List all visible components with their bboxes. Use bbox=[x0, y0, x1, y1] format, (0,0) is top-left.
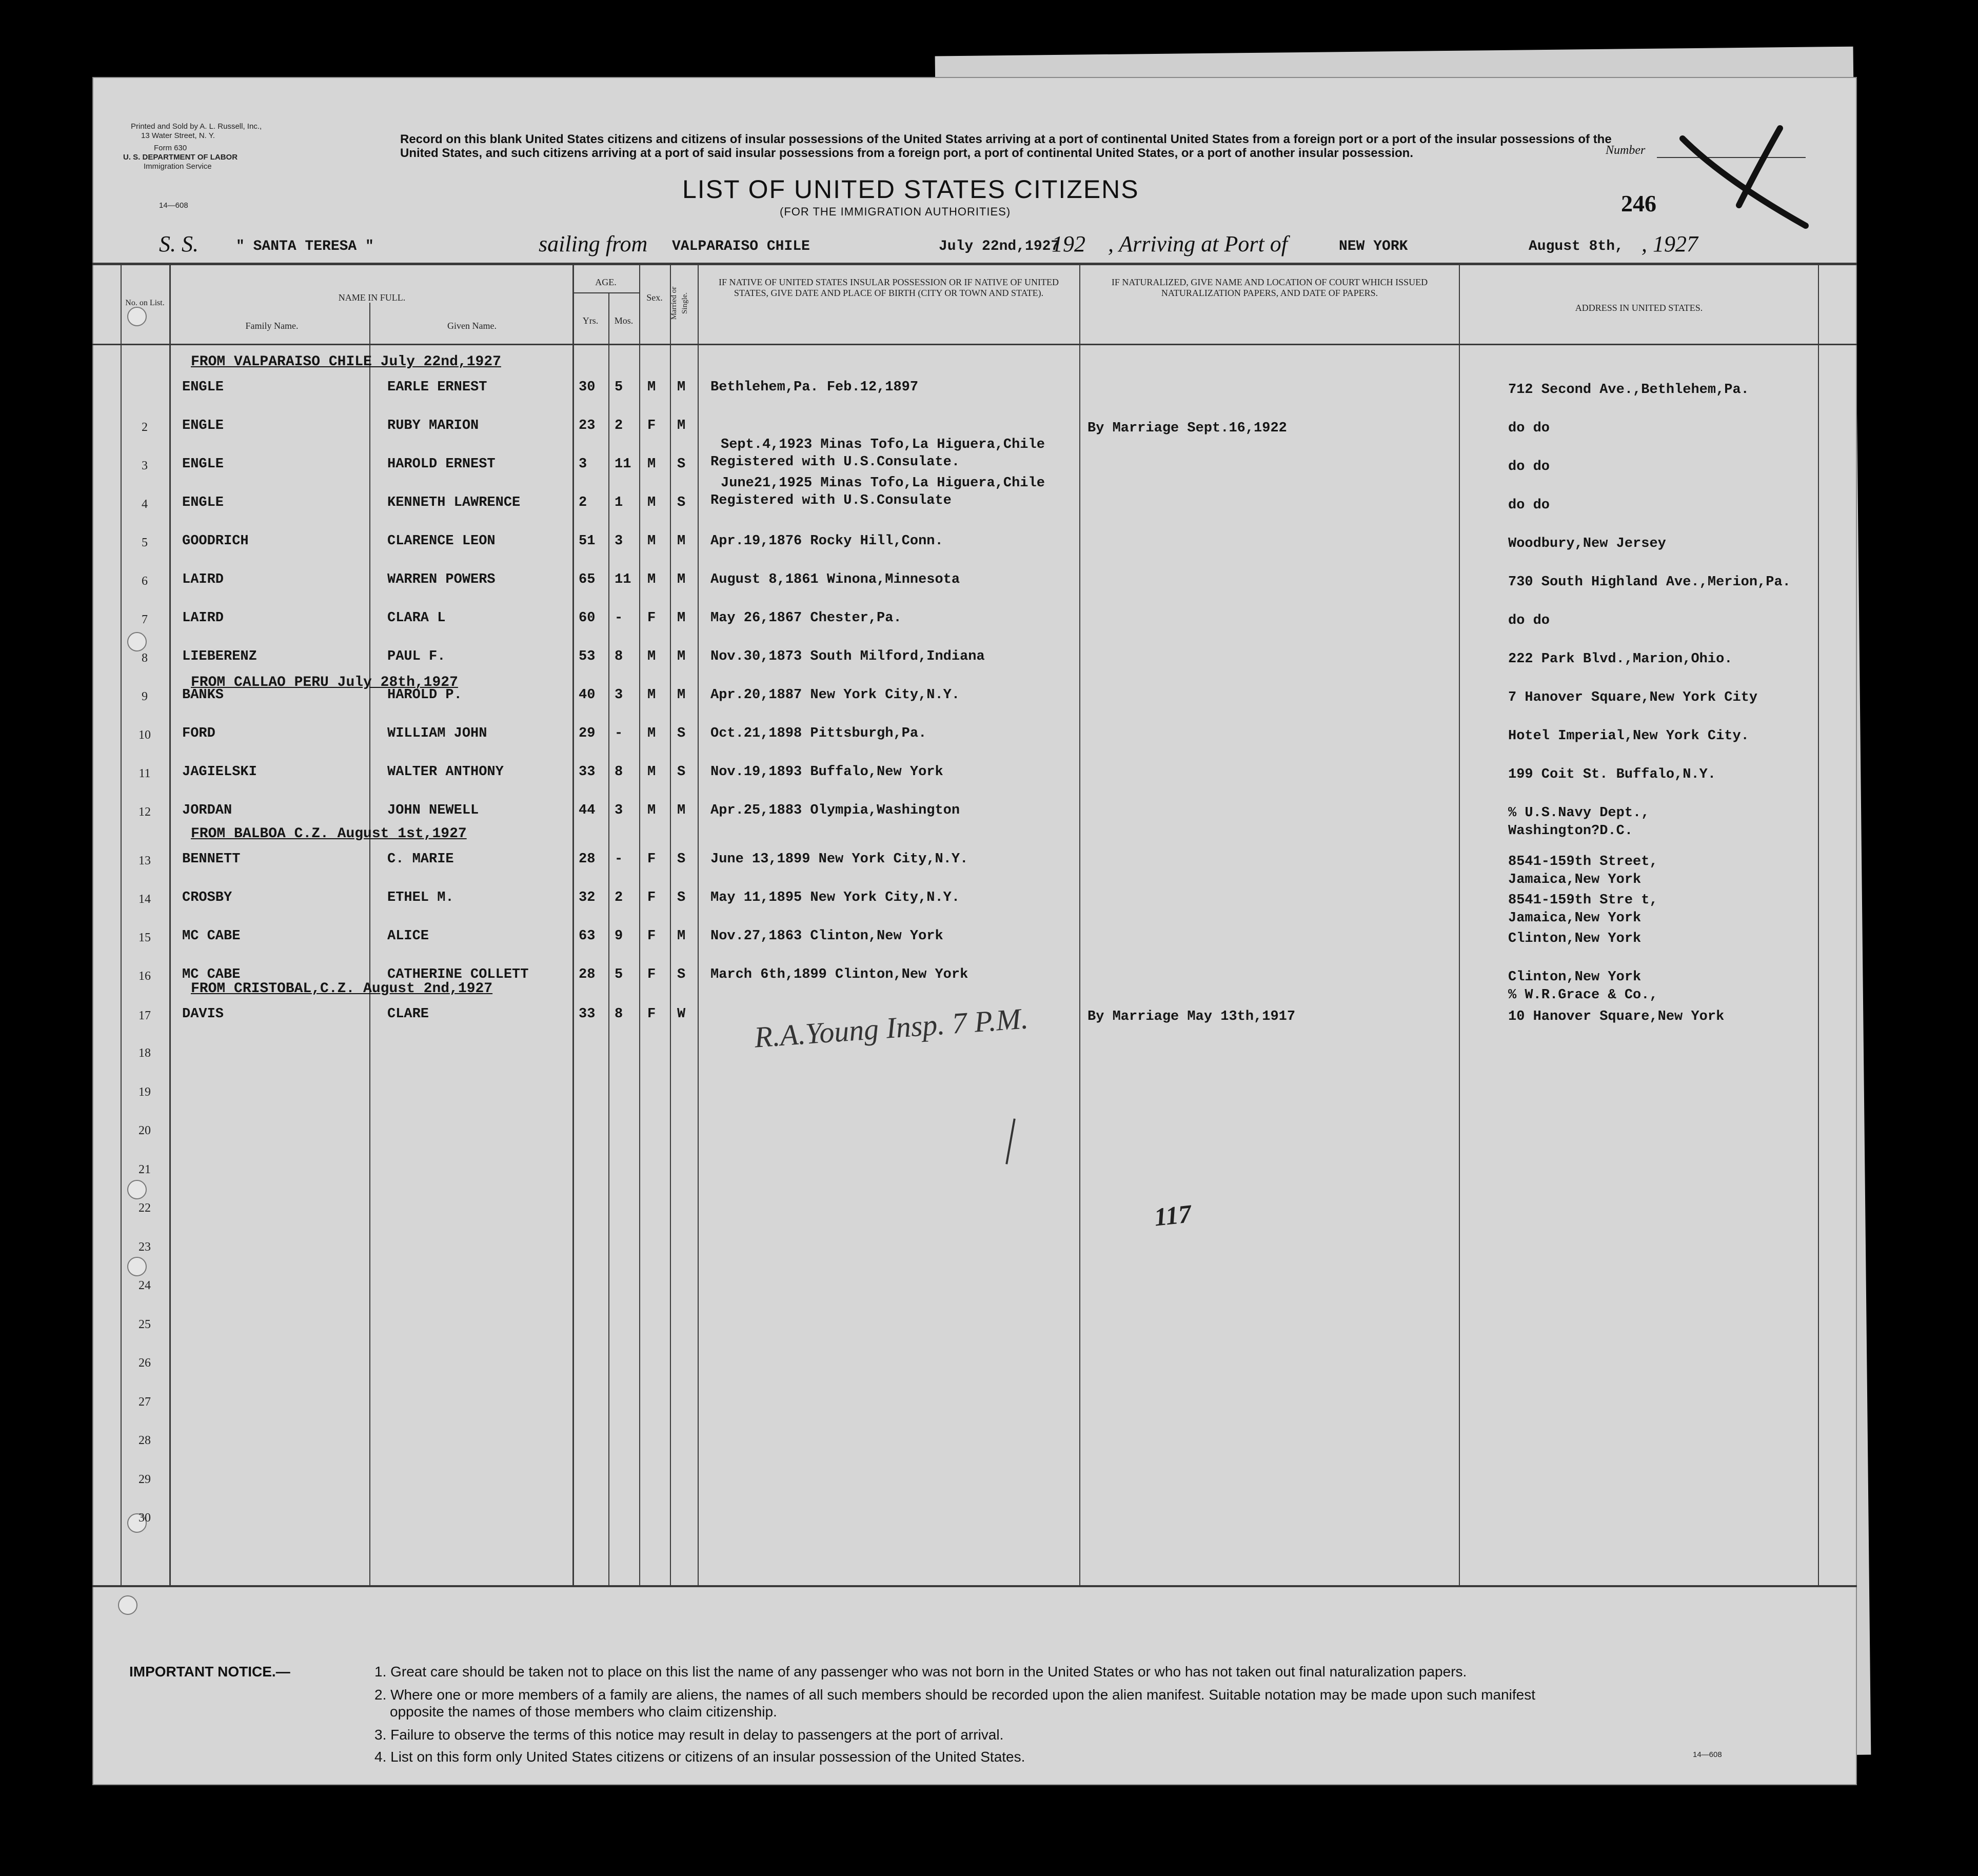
header-married: Married or Single. bbox=[670, 286, 689, 320]
marital-status: M bbox=[677, 572, 686, 587]
age-months: 11 bbox=[615, 457, 631, 472]
birth-date-place: June21,1925 Minas Tofo,La Higuera,Chile bbox=[721, 476, 1045, 491]
header-sex: Sex. bbox=[646, 292, 663, 303]
sex: M bbox=[647, 803, 656, 818]
punch-hole bbox=[118, 1595, 137, 1615]
address: Clinton,New York bbox=[1508, 970, 1641, 985]
col-rule bbox=[169, 263, 171, 1585]
birth-date-place: Nov.27,1863 Clinton,New York bbox=[710, 929, 943, 944]
printer-line-2: 13 Water Street, N. Y. bbox=[141, 131, 215, 140]
given-name: CLARE bbox=[387, 1006, 429, 1022]
sex: M bbox=[647, 380, 656, 395]
marital-status: M bbox=[677, 380, 686, 395]
row-number: 26 bbox=[139, 1356, 151, 1370]
given-name: CLARA L bbox=[387, 610, 446, 626]
sailing-label: sailing from bbox=[539, 231, 648, 256]
age-years: 60 bbox=[579, 610, 596, 626]
address: do do bbox=[1508, 459, 1550, 475]
marital-status: M bbox=[677, 803, 686, 818]
section-heading: FROM CRISTOBAL,C.Z. August 2nd,1927 bbox=[191, 981, 493, 997]
birth-date-place: May 11,1895 New York City,N.Y. bbox=[710, 890, 960, 905]
header-no: No. on List. bbox=[125, 299, 165, 307]
age-months: 8 bbox=[615, 764, 623, 780]
header-age: AGE. bbox=[595, 277, 617, 287]
col-rule bbox=[639, 263, 640, 1585]
age-years: 63 bbox=[579, 929, 596, 944]
birth-date-place: Oct.21,1898 Pittsburgh,Pa. bbox=[710, 726, 927, 741]
form-line-1: Form 630 bbox=[154, 144, 187, 152]
footer-code: 14—608 bbox=[1693, 1750, 1722, 1759]
row-number: 17 bbox=[139, 1009, 151, 1022]
row-number: 22 bbox=[139, 1201, 151, 1215]
row-number: 10 bbox=[139, 728, 151, 742]
marital-status: S bbox=[677, 852, 686, 867]
address-line-2: Jamaica,New York bbox=[1508, 872, 1641, 887]
address: 730 South Highland Ave.,Merion,Pa. bbox=[1508, 575, 1791, 590]
family-name: GOODRICH bbox=[182, 534, 249, 549]
col-rule bbox=[698, 263, 699, 1585]
birth-date-place: June 13,1899 New York City,N.Y. bbox=[710, 852, 968, 867]
header-mos: Mos. bbox=[614, 315, 634, 326]
address: 199 Coit St. Buffalo,N.Y. bbox=[1508, 767, 1716, 782]
birth-date-place: Apr.25,1883 Olympia,Washington bbox=[710, 803, 960, 818]
section-heading: FROM CALLAO PERU July 28th,1927 bbox=[191, 675, 458, 690]
family-name: BANKS bbox=[182, 687, 224, 703]
row-number: 6 bbox=[142, 575, 148, 588]
age-months: 11 bbox=[615, 572, 631, 587]
age-years: 32 bbox=[579, 890, 596, 905]
row-number: 5 bbox=[142, 536, 148, 549]
marital-status: S bbox=[677, 764, 686, 780]
sex: M bbox=[647, 534, 656, 549]
sailing-from: VALPARAISO CHILE bbox=[672, 239, 810, 254]
age-rule bbox=[572, 292, 639, 293]
form-line-3: Immigration Service bbox=[144, 162, 212, 171]
birth-date-place: Sept.4,1923 Minas Tofo,La Higuera,Chile bbox=[721, 437, 1045, 452]
address: Clinton,New York bbox=[1508, 931, 1641, 946]
sex: M bbox=[647, 572, 656, 587]
sex: M bbox=[647, 764, 656, 780]
given-name: CATHERINE COLLETT bbox=[387, 967, 529, 982]
header-address: ADDRESS IN UNITED STATES. bbox=[1575, 303, 1703, 313]
age-years: 33 bbox=[579, 1006, 596, 1022]
age-years: 53 bbox=[579, 649, 596, 664]
row-number: 19 bbox=[139, 1085, 151, 1099]
sex: M bbox=[647, 726, 656, 741]
address-line-2: % W.R.Grace & Co., bbox=[1508, 988, 1658, 1003]
address-line-2: Jamaica,New York bbox=[1508, 911, 1641, 926]
sex: F bbox=[647, 967, 656, 982]
age-years: 3 bbox=[579, 457, 587, 472]
row-number: 15 bbox=[139, 931, 151, 944]
birth-date-place: Nov.19,1893 Buffalo,New York bbox=[710, 764, 943, 780]
age-years: 40 bbox=[579, 687, 596, 703]
address: do do bbox=[1508, 421, 1550, 436]
family-name: CROSBY bbox=[182, 890, 232, 905]
sailing-date: July 22nd,1927 bbox=[939, 239, 1060, 254]
header-given: Given Name. bbox=[447, 321, 497, 331]
family-name: ENGLE bbox=[182, 495, 224, 510]
header-yrs: Yrs. bbox=[582, 315, 599, 326]
address: do do bbox=[1508, 498, 1550, 513]
row-number: 28 bbox=[139, 1434, 151, 1447]
col-rule bbox=[1818, 263, 1819, 1585]
sex: F bbox=[647, 890, 656, 905]
header-naturalized: IF NATURALIZED, GIVE NAME AND LOCATION OF COURT WHICH ISSUED NATURALIZATION PAPERS, AND DATE OF PAPERS. bbox=[1111, 277, 1428, 298]
row-number: 27 bbox=[139, 1395, 151, 1409]
given-name: WARREN POWERS bbox=[387, 572, 496, 587]
header-bottom-rule bbox=[92, 344, 1857, 345]
family-name: MC CABE bbox=[182, 929, 241, 944]
table-bottom-rule bbox=[92, 1585, 1857, 1587]
given-name: JOHN NEWELL bbox=[387, 803, 479, 818]
family-name: JORDAN bbox=[182, 803, 232, 818]
address: 7 Hanover Square,New York City bbox=[1508, 690, 1758, 705]
row-number: 13 bbox=[139, 854, 151, 867]
age-years: 51 bbox=[579, 534, 596, 549]
age-months: 3 bbox=[615, 803, 623, 818]
birth-date-place: March 6th,1899 Clinton,New York bbox=[710, 967, 968, 982]
given-name: HAROLD P. bbox=[387, 687, 462, 703]
notice-item-4: 4. List on this form only United States citizens or citizens of an insular possession of the United States. bbox=[374, 1749, 1025, 1765]
age-years: 28 bbox=[579, 852, 596, 867]
address: 712 Second Ave.,Bethlehem,Pa. bbox=[1508, 382, 1749, 398]
punch-hole bbox=[127, 1180, 147, 1199]
marital-status: S bbox=[677, 495, 686, 510]
marital-status: M bbox=[677, 610, 686, 626]
row-number: 25 bbox=[139, 1317, 151, 1331]
col-rule bbox=[670, 263, 671, 1585]
page-title: LIST OF UNITED STATES CITIZENS bbox=[682, 175, 1139, 204]
form-code: 14—608 bbox=[159, 201, 188, 210]
birth-date-place: August 8,1861 Winona,Minnesota bbox=[710, 572, 960, 587]
age-months: - bbox=[615, 852, 623, 867]
family-name: LAIRD bbox=[182, 610, 224, 626]
col-rule bbox=[369, 303, 370, 1585]
row-number: 18 bbox=[139, 1046, 151, 1060]
row-number: 30 bbox=[139, 1511, 151, 1525]
given-name: RUBY MARION bbox=[387, 418, 479, 433]
sex: F bbox=[647, 610, 656, 626]
address: 8541-159th Street, bbox=[1508, 854, 1658, 870]
age-months: - bbox=[615, 610, 623, 626]
notice-item-1: 1. Great care should be taken not to place on this list the name of any passenger who was not born in the United States or who has not taken out final naturalization papers. bbox=[374, 1664, 1467, 1680]
row-number: 14 bbox=[139, 893, 151, 906]
age-months: 8 bbox=[615, 649, 623, 664]
table-top-rule bbox=[92, 263, 1857, 265]
row-number: 4 bbox=[142, 498, 148, 511]
col-rule bbox=[608, 292, 609, 1585]
row-number: 23 bbox=[139, 1240, 151, 1254]
sex: M bbox=[647, 495, 656, 510]
given-name: ETHEL M. bbox=[387, 890, 454, 905]
age-years: 2 bbox=[579, 495, 587, 510]
address: 8541-159th Stre t, bbox=[1508, 893, 1658, 908]
row-number: 12 bbox=[139, 805, 151, 819]
marital-status: M bbox=[677, 929, 686, 944]
age-months: - bbox=[615, 726, 623, 741]
age-months: 9 bbox=[615, 929, 623, 944]
pen-stroke bbox=[1005, 1118, 1016, 1164]
col-rule bbox=[572, 263, 574, 1585]
marital-status: W bbox=[677, 1006, 686, 1022]
row-number: 24 bbox=[139, 1279, 151, 1292]
row-number: 16 bbox=[139, 970, 151, 983]
form-line-2: U. S. DEPARTMENT OF LABOR bbox=[123, 153, 238, 162]
notice-item-2: 2. Where one or more members of a family are aliens, the names of all such members should be recorded upon the alien manifest. Suitable notation may be made upon such manifest bbox=[374, 1687, 1535, 1703]
given-name: ALICE bbox=[387, 929, 429, 944]
age-months: 2 bbox=[615, 890, 623, 905]
check-mark-icon bbox=[1662, 118, 1816, 241]
manifest-page bbox=[92, 77, 1857, 1785]
sex: M bbox=[647, 457, 656, 472]
birth-note: Registered with U.S.Consulate. bbox=[710, 455, 960, 470]
marital-status: S bbox=[677, 457, 686, 472]
naturalization: By Marriage May 13th,1917 bbox=[1087, 1009, 1296, 1024]
given-name: WILLIAM JOHN bbox=[387, 726, 487, 741]
ship-name: " SANTA TERESA " bbox=[236, 239, 374, 254]
col-rule bbox=[1079, 263, 1080, 1585]
row-number: 21 bbox=[139, 1162, 151, 1176]
marital-status: S bbox=[677, 726, 686, 741]
notice-label: IMPORTANT NOTICE.— bbox=[129, 1664, 290, 1680]
age-years: 23 bbox=[579, 418, 596, 433]
row-number: 2 bbox=[142, 421, 148, 434]
row-number: 7 bbox=[142, 613, 148, 626]
family-name: JAGIELSKI bbox=[182, 764, 257, 780]
address: % U.S.Navy Dept., bbox=[1508, 805, 1650, 821]
notice-item-3: 3. Failure to observe the terms of this notice may result in delay to passengers at the port of arrival. bbox=[374, 1727, 1004, 1743]
family-name: ENGLE bbox=[182, 457, 224, 472]
given-name: C. MARIE bbox=[387, 852, 454, 867]
age-months: 5 bbox=[615, 967, 623, 982]
age-years: 28 bbox=[579, 967, 596, 982]
age-years: 44 bbox=[579, 803, 596, 818]
marital-status: S bbox=[677, 890, 686, 905]
age-months: 3 bbox=[615, 687, 623, 703]
address: 10 Hanover Square,New York bbox=[1508, 1009, 1725, 1024]
arriving-label: , Arriving at Port of bbox=[1108, 231, 1288, 256]
sex: M bbox=[647, 649, 656, 664]
ss-label: S. S. bbox=[159, 231, 199, 256]
birth-date-place: Bethlehem,Pa. Feb.12,1897 bbox=[710, 380, 919, 395]
notice-item-2-cont: opposite the names of those members who claim citizenship. bbox=[390, 1704, 777, 1720]
marital-status: S bbox=[677, 967, 686, 982]
page-number: 246 bbox=[1621, 190, 1656, 216]
punch-hole bbox=[127, 632, 147, 651]
row-number: 8 bbox=[142, 651, 148, 665]
arrival-year: , 1927 bbox=[1641, 231, 1698, 256]
header-family: Family Name. bbox=[245, 321, 299, 331]
address: Woodbury,New Jersey bbox=[1508, 536, 1666, 551]
family-name: ENGLE bbox=[182, 380, 224, 395]
sex: F bbox=[647, 418, 656, 433]
row-number: 11 bbox=[139, 767, 151, 780]
age-years: 33 bbox=[579, 764, 596, 780]
handwritten-number: 117 bbox=[1153, 1199, 1193, 1232]
row-number: 20 bbox=[139, 1124, 151, 1137]
marital-status: M bbox=[677, 649, 686, 664]
sex: M bbox=[647, 687, 656, 703]
age-months: 1 bbox=[615, 495, 623, 510]
family-name: ENGLE bbox=[182, 418, 224, 433]
address-line-2: Washington?D.C. bbox=[1508, 823, 1633, 839]
birth-date-place: May 26,1867 Chester,Pa. bbox=[710, 610, 902, 626]
year-print: 192 bbox=[1052, 231, 1085, 256]
sex: F bbox=[647, 929, 656, 944]
marital-status: M bbox=[677, 418, 686, 433]
given-name: CLARENCE LEON bbox=[387, 534, 496, 549]
age-months: 2 bbox=[615, 418, 623, 433]
birth-date-place: Nov.30,1873 South Milford,Indiana bbox=[710, 649, 985, 664]
age-years: 65 bbox=[579, 572, 596, 587]
age-years: 30 bbox=[579, 380, 596, 395]
sex: F bbox=[647, 1006, 656, 1022]
punch-hole bbox=[127, 1257, 147, 1276]
arrival-date: August 8th, bbox=[1529, 239, 1624, 254]
row-number: 29 bbox=[139, 1472, 151, 1486]
given-name: KENNETH LAWRENCE bbox=[387, 495, 521, 510]
sex: F bbox=[647, 852, 656, 867]
family-name: FORD bbox=[182, 726, 215, 741]
row-number: 9 bbox=[142, 690, 148, 703]
address: Hotel Imperial,New York City. bbox=[1508, 728, 1749, 744]
age-months: 5 bbox=[615, 380, 623, 395]
family-name: MC CABE bbox=[182, 967, 241, 982]
birth-date-place: Apr.20,1887 New York City,N.Y. bbox=[710, 687, 960, 703]
given-name: WALTER ANTHONY bbox=[387, 764, 504, 780]
marital-status: M bbox=[677, 687, 686, 703]
family-name: LIEBERENZ bbox=[182, 649, 257, 664]
instructions: Record on this blank United States citizens and citizens of insular possessions of the United States arriving at a port of continental United States from a foreign port or a port of the insular possessions of the United States, and such citizens arriving at a port of said insular possessions from a foreign port, a port of continental United States, or a port of another insular possession. bbox=[400, 132, 1612, 160]
address: do do bbox=[1508, 613, 1550, 628]
marital-status: M bbox=[677, 534, 686, 549]
number-label: Number bbox=[1606, 144, 1646, 157]
given-name: PAUL F. bbox=[387, 649, 446, 664]
header-birth: IF NATIVE OF UNITED STATES INSULAR POSSESSION OR IF NATIVE OF UNITED STATES, GIVE DATE AND PLACE OF BIRTH (CITY OR TOWN AND STATE). bbox=[718, 277, 1059, 298]
punch-hole bbox=[127, 307, 147, 326]
given-name: HAROLD ERNEST bbox=[387, 457, 496, 472]
family-name: BENNETT bbox=[182, 852, 241, 867]
row-number: 3 bbox=[142, 459, 148, 472]
arrival-port: NEW YORK bbox=[1339, 239, 1408, 254]
birth-note: Registered with U.S.Consulate bbox=[710, 493, 952, 508]
page-subtitle: (FOR THE IMMIGRATION AUTHORITIES) bbox=[780, 205, 1011, 218]
given-name: EARLE ERNEST bbox=[387, 380, 487, 395]
age-years: 29 bbox=[579, 726, 596, 741]
col-rule bbox=[1459, 263, 1460, 1585]
age-months: 3 bbox=[615, 534, 623, 549]
naturalization: By Marriage Sept.16,1922 bbox=[1087, 421, 1287, 436]
section-heading: FROM VALPARAISO CHILE July 22nd,1927 bbox=[191, 354, 501, 370]
address: 222 Park Blvd.,Marion,Ohio. bbox=[1508, 651, 1733, 667]
section-heading: FROM BALBOA C.Z. August 1st,1927 bbox=[191, 826, 467, 842]
family-name: DAVIS bbox=[182, 1006, 224, 1022]
inspector-signature: R.A.Young Insp. 7 P.M. bbox=[753, 1001, 1030, 1054]
header-name-in-full: NAME IN FULL. bbox=[338, 292, 406, 303]
family-name: LAIRD bbox=[182, 572, 224, 587]
col-rule bbox=[121, 263, 122, 1585]
age-months: 8 bbox=[615, 1006, 623, 1022]
printer-line-1: Printed and Sold by A. L. Russell, Inc., bbox=[131, 122, 262, 131]
birth-date-place: Apr.19,1876 Rocky Hill,Conn. bbox=[710, 534, 943, 549]
